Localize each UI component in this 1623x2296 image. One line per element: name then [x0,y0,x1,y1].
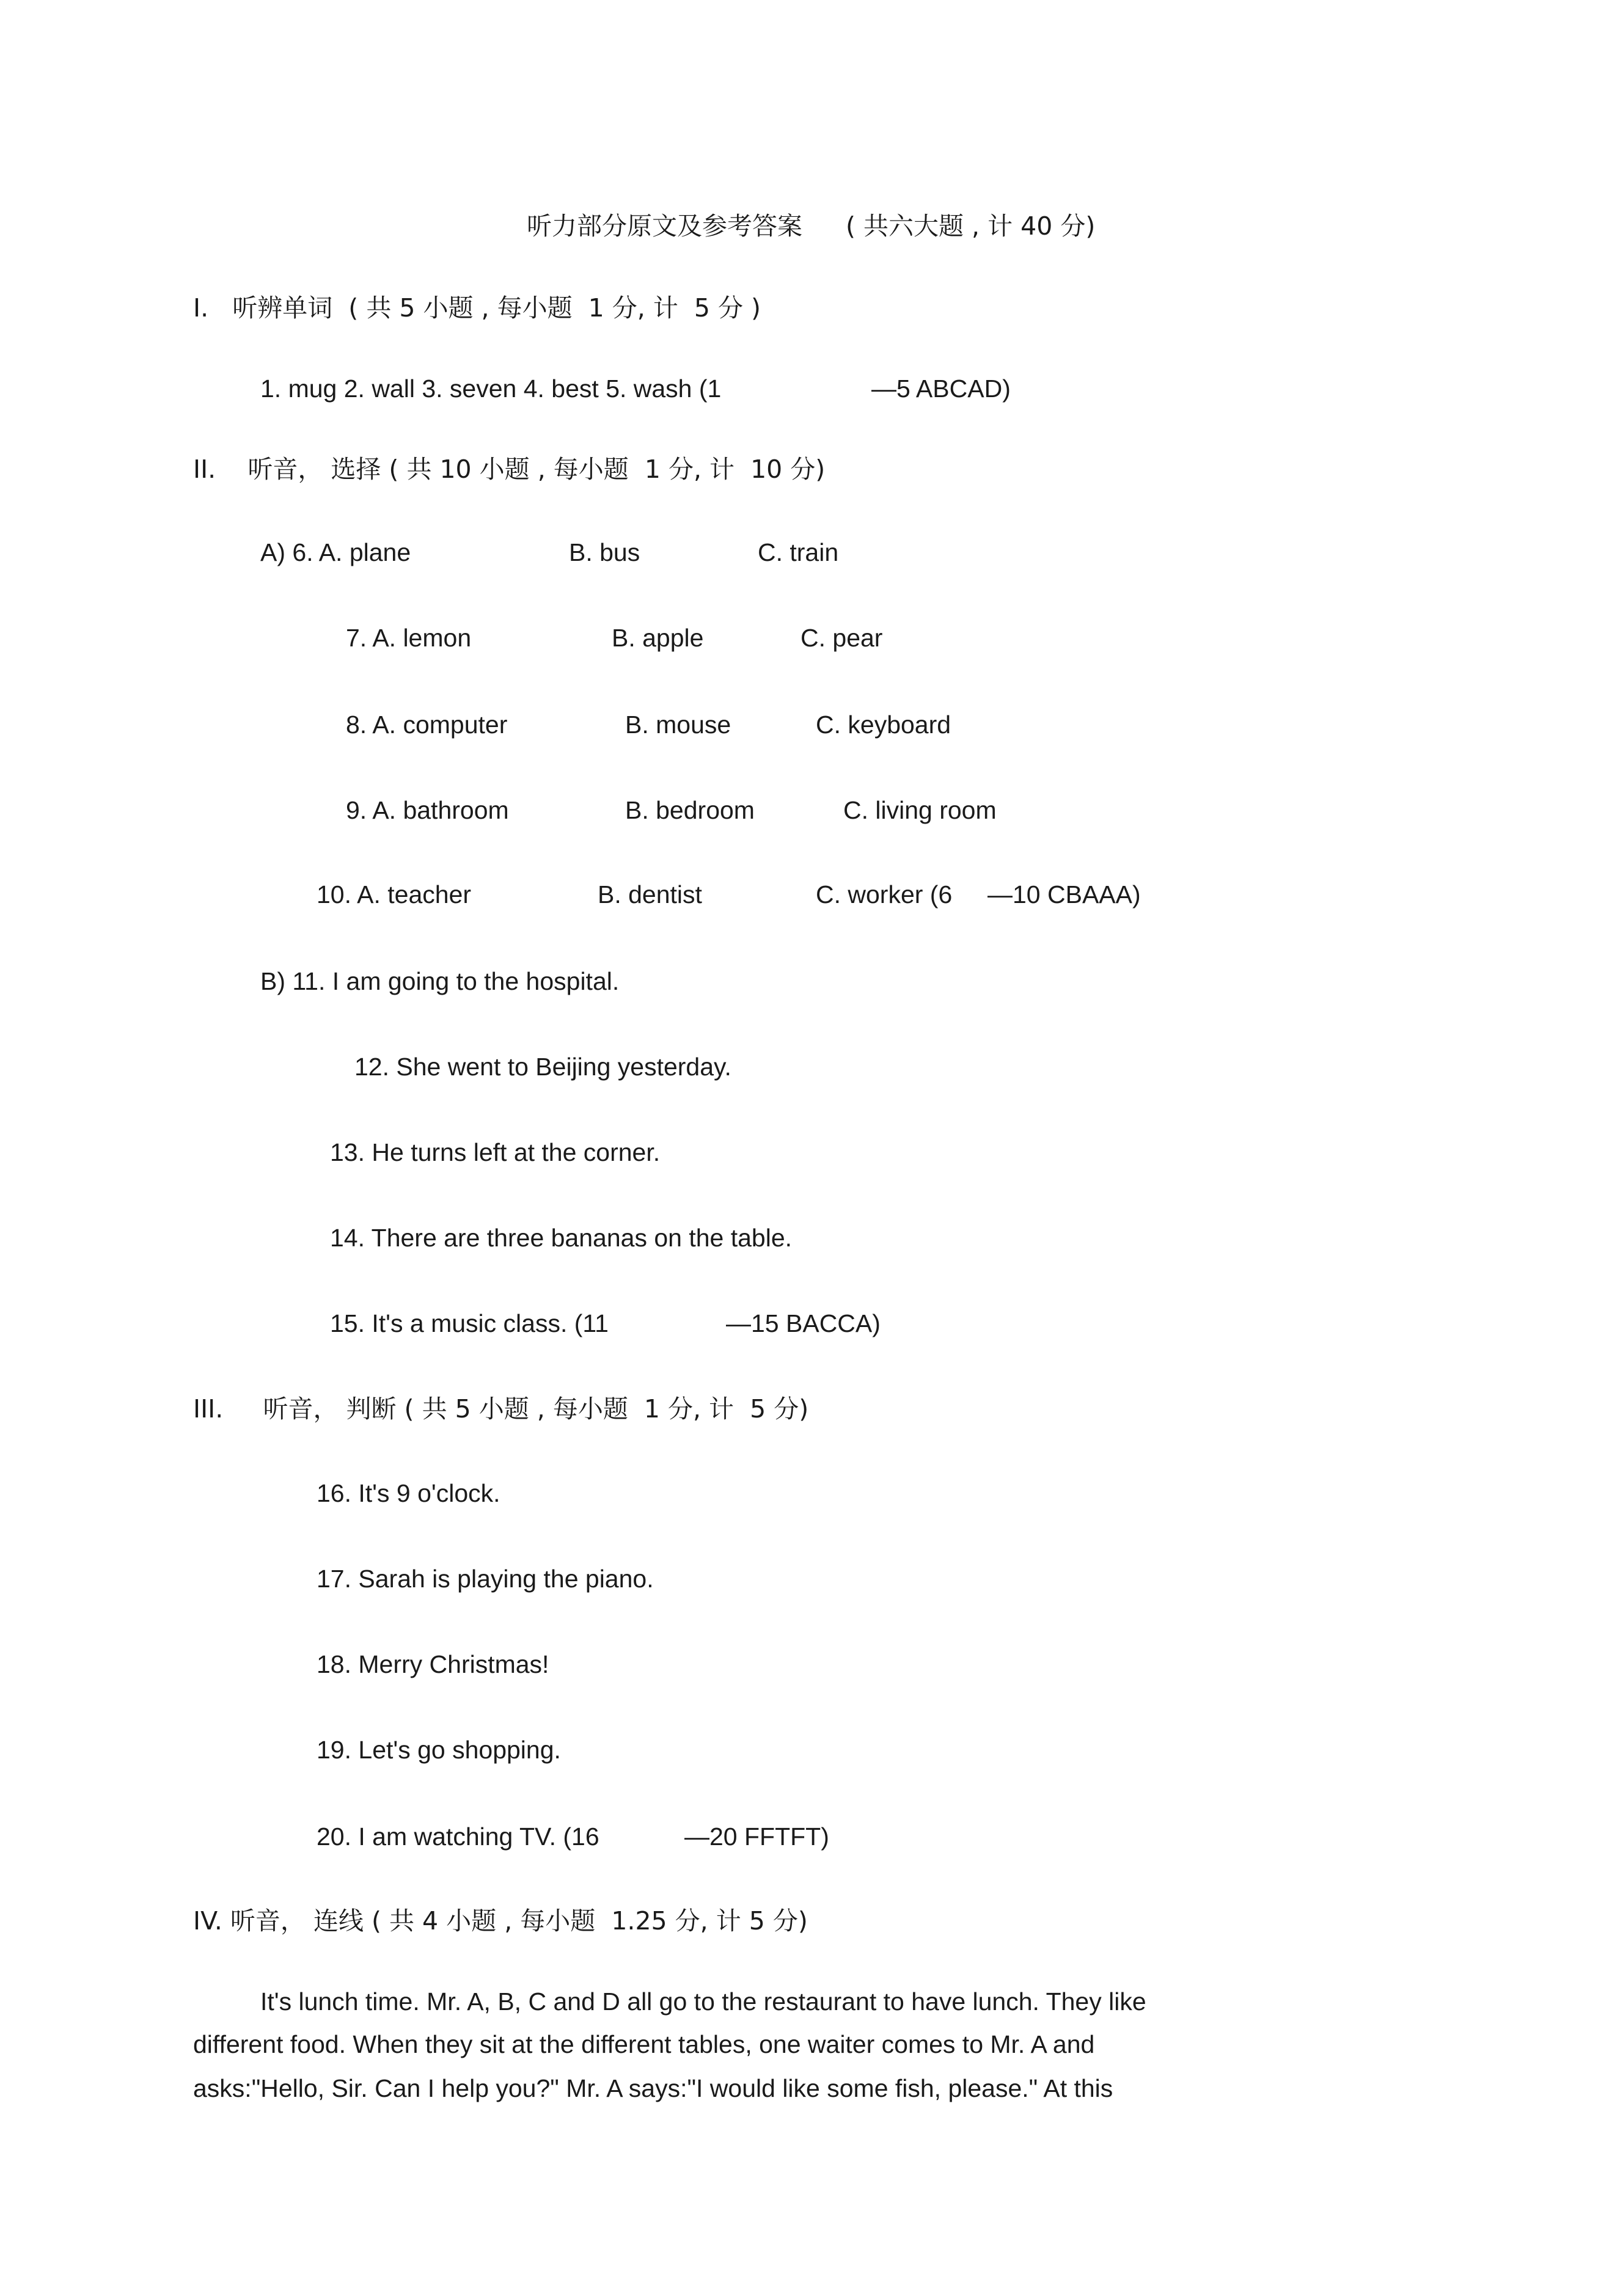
question-9: 9. A. bathroom [346,796,509,824]
section-1-items: 1. mug 2. wall 3. seven 4. best 5. wash (1 [260,375,722,403]
question-7-option-b: B. apple [612,624,704,652]
paragraph-line-1: It's lunch time. Mr. A, B, C and D all go to the restaurant to have lunch. They like [260,1987,1146,2016]
paragraph-line-3: asks:"Hello, Sir. Can I help you?" Mr. A says:"I would like some fish, please." At this [193,2074,1113,2102]
question-17: 17. Sarah is playing the piano. [317,1565,654,1593]
section-3-heading: III. 听音， 判断 ( 共 5 小题 , 每小题 1 分, 计 5 分) [193,1394,809,1424]
question-9-option-b: B. bedroom [625,796,755,824]
question-10-option-b: B. dentist [598,880,702,909]
section-2-heading: II. 听音， 选择 ( 共 10 小题 , 每小题 1 分, 计 10 分) [193,455,826,484]
page-title-note: ( 共六大题 , 计 40 分) [846,211,1096,241]
question-6-option-b: B. bus [569,538,640,566]
question-6: A) 6. A. plane [260,538,411,566]
question-9-option-c: C. living room [843,796,997,824]
question-7-option-c: C. pear [801,624,883,652]
part-a-answer: —10 CBAAA) [987,880,1141,909]
question-8: 8. A. computer [346,711,508,739]
question-7: 7. A. lemon [346,624,472,652]
question-16: 16. It's 9 o'clock. [317,1479,500,1507]
question-10: 10. A. teacher [317,880,472,909]
question-18: 18. Merry Christmas! [317,1650,549,1678]
question-14: 14. There are three bananas on the table. [330,1224,793,1252]
question-15: 15. It's a music class. (11 [330,1309,609,1337]
question-8-option-b: B. mouse [625,711,731,739]
question-13: 13. He turns left at the corner. [330,1138,661,1166]
page-title: 听力部分原文及参考答案 [527,211,802,241]
section-4-heading: IV. 听音， 连线 ( 共 4 小题 , 每小题 1.25 分, 计 5 分) [193,1906,808,1936]
part-b-answer: —15 BACCA) [726,1309,881,1337]
question-12: 12. She went to Beijing yesterday. [354,1053,731,1081]
question-8-option-c: C. keyboard [816,711,951,739]
section-1-answer: —5 ABCAD) [871,375,1011,403]
question-11: B) 11. I am going to the hospital. [260,967,620,995]
question-20: 20. I am watching TV. (16 [317,1823,599,1851]
section-1-heading: I. 听辨单词 ( 共 5 小题 , 每小题 1 分, 计 5 分 ) [193,293,761,323]
section-3-answer: —20 FFTFT) [684,1823,829,1851]
question-19: 19. Let's go shopping. [317,1736,561,1764]
paragraph-line-2: different food. When they sit at the different tables, one waiter comes to Mr. A and [193,2030,1095,2058]
question-10-option-c: C. worker (6 [816,880,953,909]
question-6-option-c: C. train [758,538,839,566]
